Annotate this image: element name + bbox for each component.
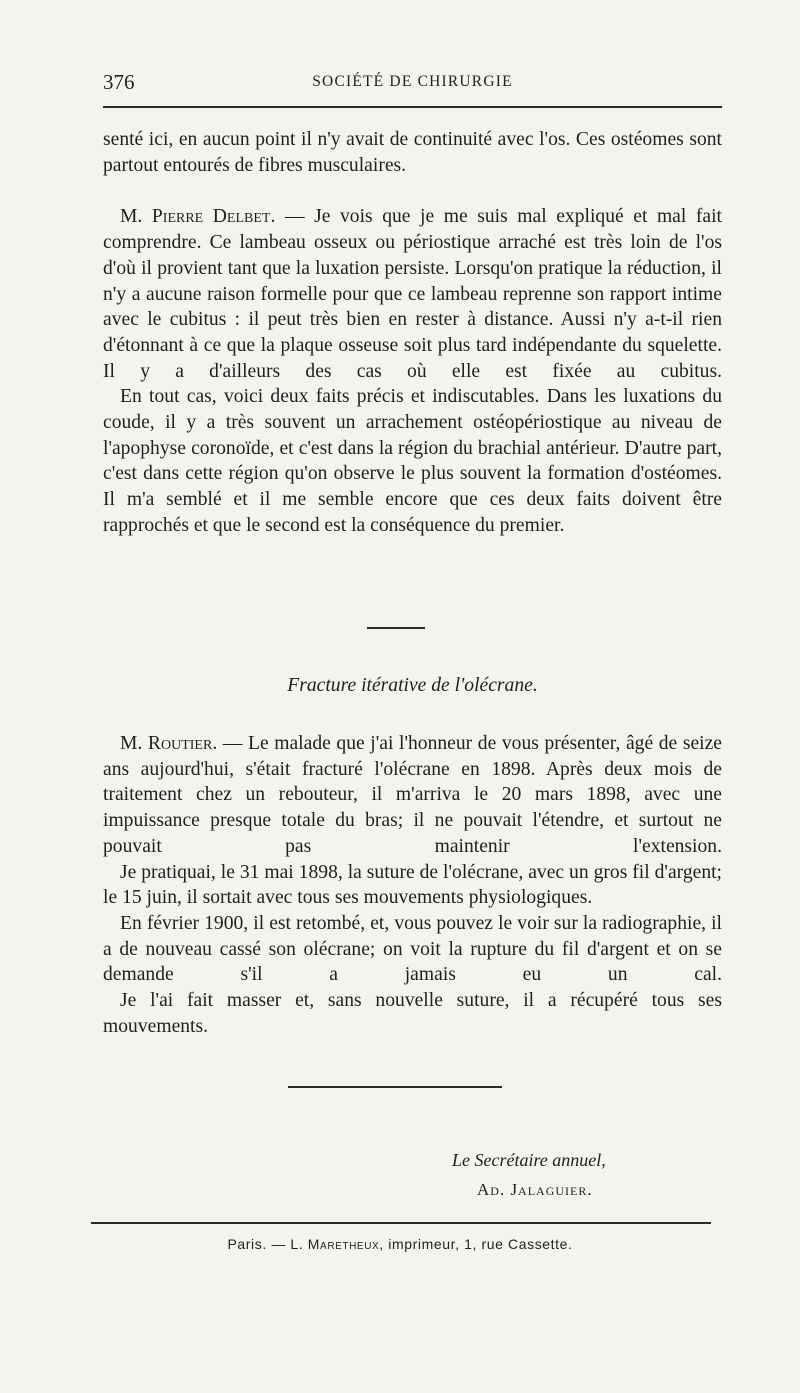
section-delbet [103, 127, 722, 539]
paragraph: En février 1900, il est retombé, et, vous pouvez le voir sur la radiographie, il a de nouveau cassé son olécrane; on voit la rupture du fil d'argent et on se demande s'il a jamais eu un cal. [103, 912, 722, 986]
footer-rule [91, 1222, 711, 1224]
signature-role: Le Secrétaire annuel, [452, 1150, 606, 1170]
section-title: Fracture itérative de l'olécrane. [287, 675, 538, 696]
paragraph: senté ici, en aucun point il n'y avait de continuité avec l'os. Ces ostéomes sont partout entourés de fibres musculaires. [103, 129, 722, 176]
speaker-prefix: M. [120, 206, 143, 228]
speaker-prefix: M. [120, 733, 143, 754]
printer-imprint [0, 1236, 800, 1252]
speaker-name: Pierre Delbet. [151, 206, 276, 228]
page-number: 376 [103, 70, 135, 94]
running-header [103, 64, 722, 94]
section-routier [103, 731, 722, 1039]
imprint-suffix: , imprimeur, 1, rue Cassette. [379, 1236, 573, 1252]
paragraph: En tout cas, voici deux faits précis et indiscutables. Dans les luxations du coude, il y a très souvent un arrachement ostéopériostique au niveau de l'apophyse coronoïde, et c'est dans la région du brachial antérieur. D'autre part, c'est dans cette région qu'on observe le plus souvent la formation d'ostéomes. Il m'a semblé et il me semble encore que ces deux faits doivent être rapprochés et que le second est la conséquence du premier. [103, 386, 722, 536]
section-divider [367, 627, 425, 629]
paragraph: Je l'ai fait masser et, sans nouvelle suture, il a récupéré tous ses mouvements. [103, 990, 722, 1037]
printer-name: Maretheux [307, 1236, 380, 1252]
signature-name: Ad. Jalaguier. [477, 1180, 593, 1199]
paragraph-speaker [103, 731, 722, 860]
header-rule [103, 106, 722, 108]
paragraph-speaker [103, 204, 722, 384]
paragraph: Je pratiquai, le 31 mai 1898, la suture de l'olécrane, avec un gros fil d'argent; le 15 juin, il sortait avec tous ses mouvements physiologiques. [103, 861, 722, 909]
speaker-name: Routier. [147, 733, 218, 754]
imprint-prefix: Paris. — L. [227, 1236, 308, 1252]
running-title: SOCIÉTÉ DE CHIRURGIE [312, 73, 513, 90]
speech-text: — Le malade que j'ai l'honneur de vous présenter, âgé de seize ans aujourd'hui, s'était fracturé l'olécrane en 1898. Après deux mois de traitement chez un rebouteur, il m'arriva le 20 mars 1898, avec une impuissance presque totale du bras; il ne pouvait l'étendre, et surtout ne pouvait pas maintenir l'extension. [103, 733, 722, 857]
speech-text: — Je vois que je me suis mal expliqué et mal fait comprendre. Ce lambeau osseux ou périostique arraché est très loin de l'os d'où il provient tant que la luxation persiste. Lorsqu'on pratique la réduction, il n'y a aucune raison formelle pour que ce lambeau reprenne son rapport intime avec le cubitus : il peut très bien en rester à distance. Aussi n'y a-t-il rien d'étonnant à ce que la plaque osseuse soit plus tard indépendante du squelette. Il y a d'ailleurs des cas où elle est fixée au cubitus. [103, 206, 722, 382]
end-divider [288, 1086, 502, 1088]
